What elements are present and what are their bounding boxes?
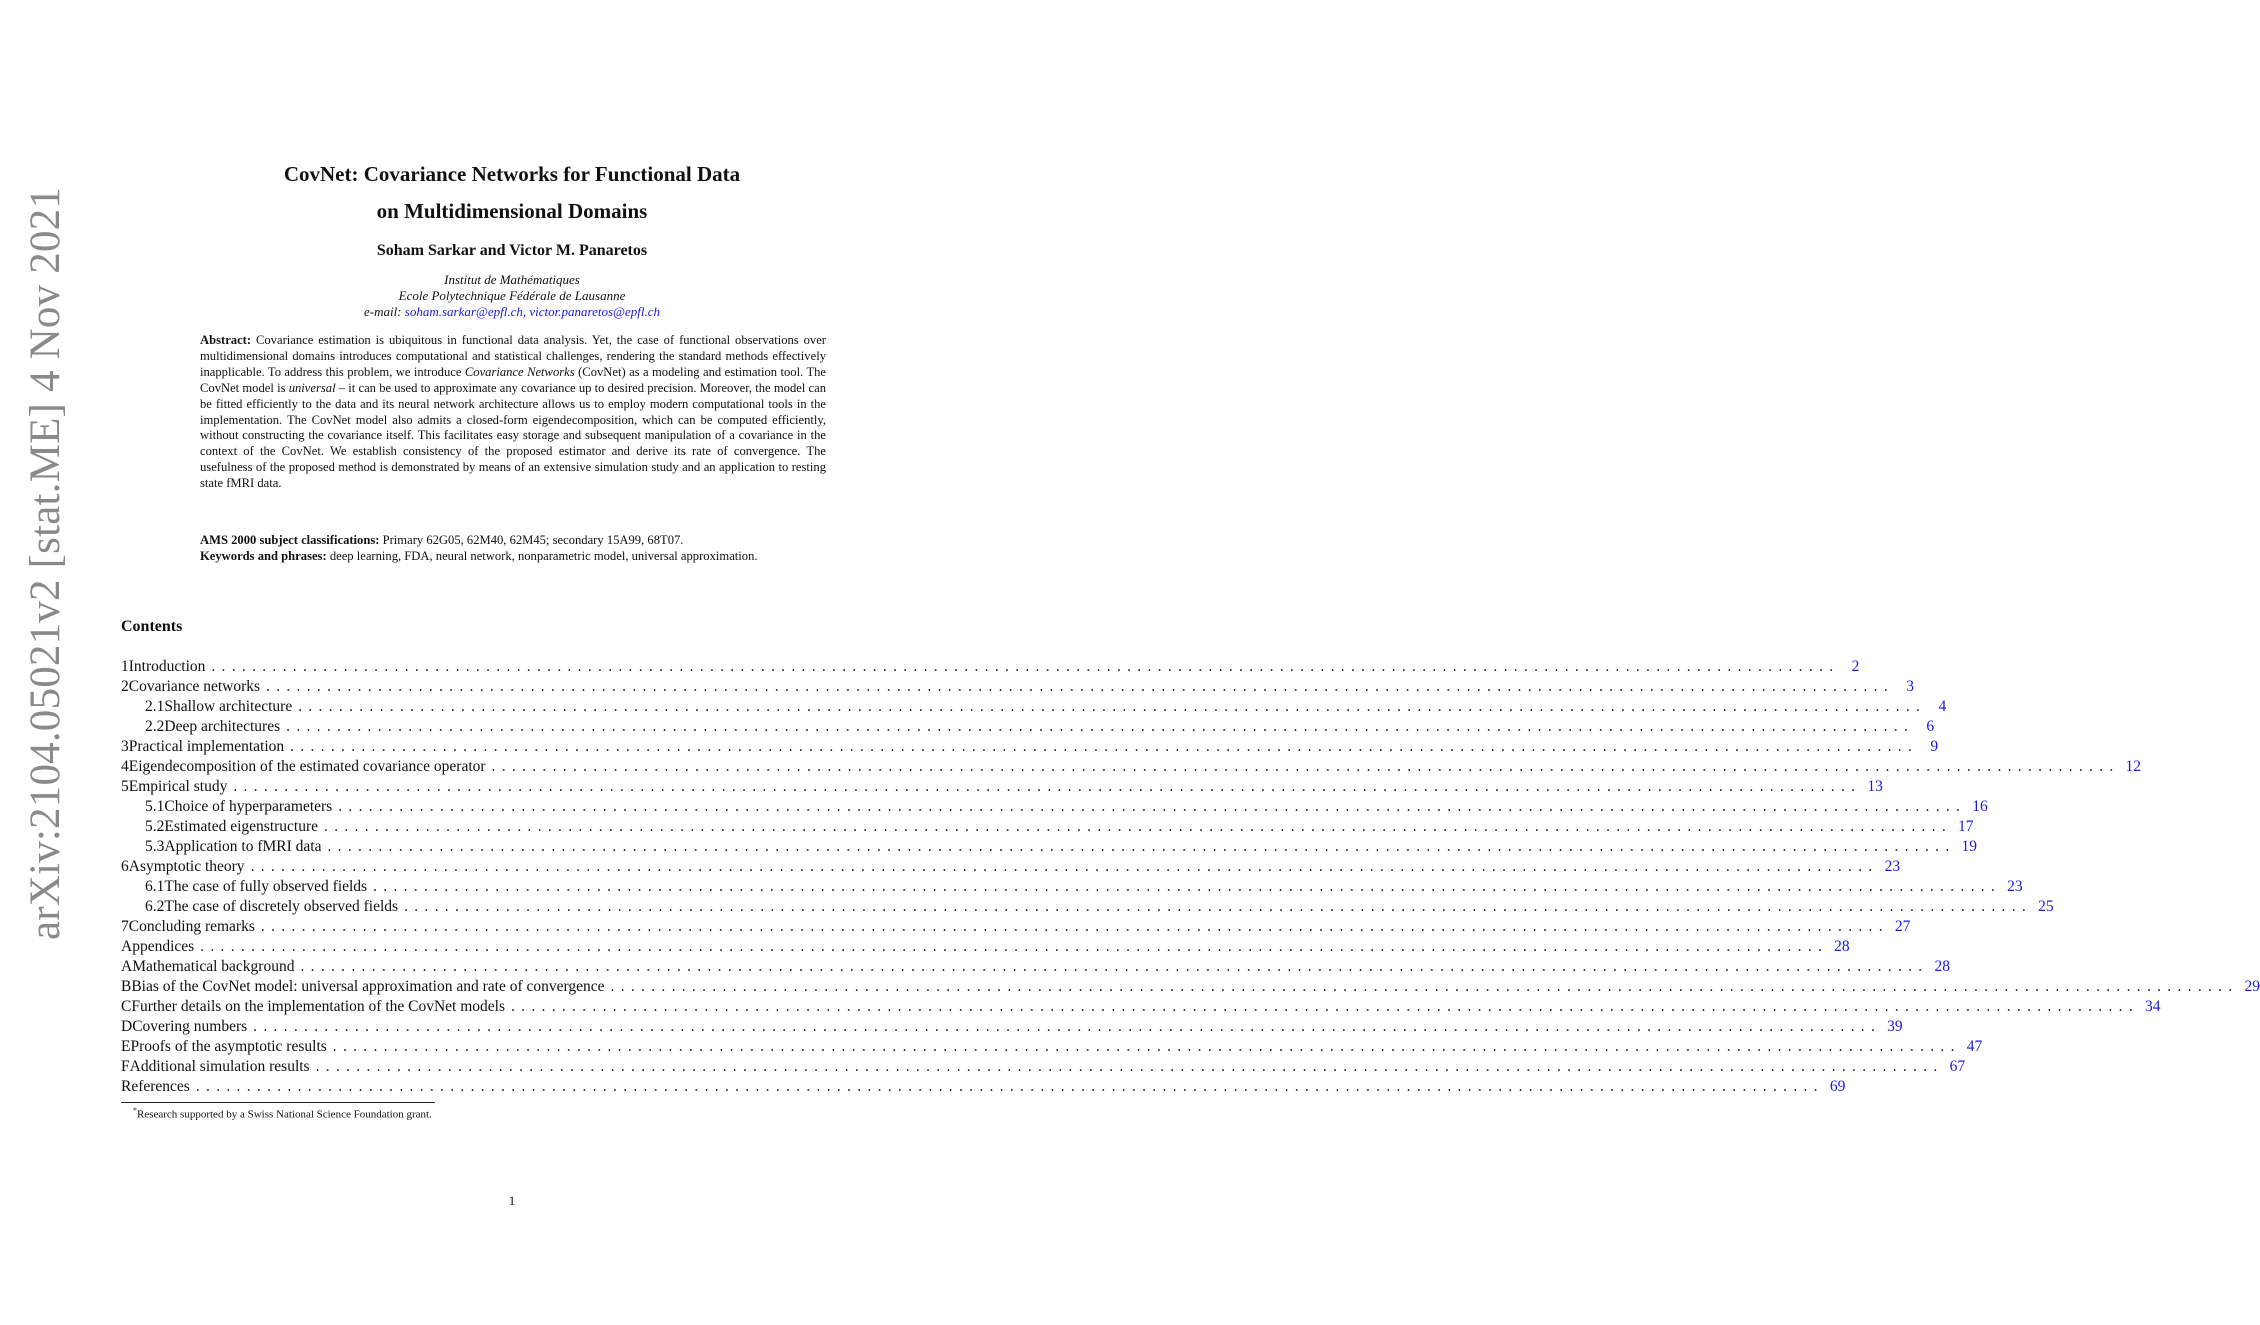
- toc-leader-dots: ................................................................................................................................................................: [610, 978, 2239, 995]
- toc-entry[interactable]: [121, 917, 1911, 937]
- toc-entry[interactable]: [121, 937, 1850, 957]
- toc-entry-title[interactable]: Covariance networks: [128, 678, 261, 695]
- toc-entry[interactable]: [121, 877, 2023, 897]
- toc-entry-page-link[interactable]: 13: [1867, 778, 1883, 795]
- toc-leader-dots: ................................................................................................................................................................: [511, 998, 2139, 1015]
- toc-entry-number: 6.2: [145, 898, 165, 915]
- toc-entry[interactable]: [121, 1057, 1966, 1077]
- ams-text: Primary 62G05, 62M40, 62M45; secondary 15A99, 68T07.: [382, 533, 684, 547]
- toc-entry-page-link[interactable]: 23: [2007, 878, 2023, 895]
- email-link-panaretos[interactable]: victor.panaretos@epfl.ch: [529, 304, 661, 319]
- email-link-sarkar[interactable]: soham.sarkar@epfl.ch,: [404, 304, 527, 319]
- toc-entry-page-link[interactable]: 6: [1926, 718, 1935, 735]
- toc-entry-number: F: [121, 1058, 130, 1075]
- toc-entry-title[interactable]: Application to fMRI data: [164, 838, 322, 855]
- toc-entry-title[interactable]: Introduction: [128, 658, 206, 675]
- toc-entry-page-link[interactable]: 2: [1851, 658, 1860, 675]
- toc-entry-number: 2.2: [145, 718, 165, 735]
- toc-entry-number: A: [121, 958, 133, 975]
- toc-entry-page-link[interactable]: 19: [1961, 838, 1977, 855]
- toc-leader-dots: ................................................................................................................................................................: [491, 758, 2120, 775]
- abstract-label: Abstract:: [200, 333, 252, 347]
- toc-entry-number: 7: [121, 918, 129, 935]
- toc-entry-title[interactable]: Shallow architecture: [164, 698, 293, 715]
- paper-title-line-1: CovNet: Covariance Networks for Functional Data: [283, 162, 741, 186]
- arxiv-stamp: arXiv:2104.05021v2 [stat.ME] 4 Nov 2021: [22, 186, 69, 940]
- toc-entry-page-link[interactable]: 34: [2145, 998, 2161, 1015]
- toc-leader-dots: ................................................................................................................................................................: [200, 938, 1829, 955]
- toc-leader-dots: ................................................................................................................................................................: [290, 738, 1919, 755]
- toc-entry-page-link[interactable]: 23: [1884, 858, 1901, 875]
- toc-entry-number: 5.3: [145, 838, 165, 855]
- toc-entry-page-link[interactable]: 12: [2125, 758, 2142, 775]
- toc-leader-dots: ................................................................................................................................................................: [195, 1078, 1824, 1095]
- toc-entry-title[interactable]: Appendices: [121, 938, 195, 955]
- toc-entry-title[interactable]: Concluding remarks: [128, 918, 255, 935]
- keywords: [200, 548, 826, 564]
- toc-entry[interactable]: [121, 677, 1915, 697]
- toc-entry-number: 5: [121, 778, 129, 795]
- toc-entry-title[interactable]: Covering numbers: [132, 1018, 248, 1035]
- abstract-text-1: Covariance estimation is ubiquitous in functional data analysis. Yet, the case of functional observations over multidimensional domains introduces computational and statistical challenges, rendering the standard methods effectively inapplicable. To address this problem, we introduce: [200, 333, 826, 379]
- affiliation-emails: [0, 304, 1024, 320]
- toc-entry-title[interactable]: Estimated eigenstructure: [164, 818, 319, 835]
- keywords-text: deep learning, FDA, neural network, nonparametric model, universal approximation.: [329, 549, 758, 563]
- page-number: 1: [508, 1193, 516, 1208]
- toc-entry-number: B: [121, 978, 132, 995]
- keywords-label: Keywords and phrases:: [200, 549, 327, 563]
- paper-title-line-2: on Multidimensional Domains: [376, 199, 648, 223]
- toc-entry[interactable]: [121, 1017, 1903, 1037]
- toc-leader-dots: ................................................................................................................................................................: [233, 778, 1862, 795]
- toc-entry[interactable]: [121, 797, 1988, 817]
- toc-entry-title[interactable]: References: [121, 1078, 190, 1095]
- toc-entry-title[interactable]: The case of fully observed fields: [164, 878, 368, 895]
- toc-entry-number: C: [121, 998, 132, 1015]
- toc-entry-number: 2: [121, 678, 129, 695]
- toc-entry[interactable]: [121, 897, 2054, 917]
- toc-leader-dots: ................................................................................................................................................................: [373, 878, 2002, 895]
- toc-leader-dots: ................................................................................................................................................................: [327, 838, 1956, 855]
- toc-entry-page-link[interactable]: 16: [1972, 798, 1988, 815]
- footnote: [133, 1106, 432, 1121]
- footnote-mark: *: [133, 1106, 137, 1115]
- toc-entry-title[interactable]: Empirical study: [128, 778, 228, 795]
- toc-entry-number: D: [121, 1018, 133, 1035]
- affiliation-school: Ecole Polytechnique Fédérale de Lausanne: [398, 288, 626, 303]
- toc-entry-title[interactable]: Practical implementation: [128, 738, 285, 755]
- toc-entry[interactable]: [121, 977, 2260, 997]
- toc-entry-title[interactable]: Proofs of the asymptotic results: [130, 1038, 327, 1055]
- toc-entry[interactable]: [121, 1077, 1846, 1097]
- ams-classifications: [200, 532, 826, 548]
- toc-entry-page-link[interactable]: 67: [1949, 1058, 1966, 1075]
- toc-entry[interactable]: [121, 997, 2161, 1017]
- toc-leader-dots: ................................................................................................................................................................: [404, 898, 2033, 915]
- toc-entry-number: 5.1: [145, 798, 165, 815]
- toc-leader-dots: ................................................................................................................................................................: [300, 958, 1929, 975]
- toc-entry[interactable]: [121, 857, 1901, 877]
- toc-entry[interactable]: [121, 717, 1935, 737]
- toc-entry-page-link[interactable]: 28: [1934, 958, 1950, 975]
- toc-entry-number: 6.1: [145, 878, 165, 895]
- authors: Soham Sarkar and Victor M. Panaretos: [376, 242, 648, 259]
- toc-leader-dots: ................................................................................................................................................................: [338, 798, 1967, 815]
- toc-entry-title[interactable]: Choice of hyperparameters: [164, 798, 333, 815]
- toc-entry-page-link[interactable]: 9: [1930, 738, 1939, 755]
- toc-entry-number: 1: [121, 658, 129, 675]
- toc-entry-title[interactable]: The case of discretely observed fields: [164, 898, 399, 915]
- toc-entry-title[interactable]: Mathematical background: [132, 958, 295, 975]
- abstract: [200, 333, 826, 492]
- abstract-emphasis-covariance-networks: Covariance Networks: [464, 364, 575, 379]
- ams-label: AMS 2000 subject classifications:: [200, 533, 380, 547]
- toc-leader-dots: ................................................................................................................................................................: [211, 658, 1840, 675]
- toc-entry-page-link[interactable]: 69: [1829, 1078, 1846, 1095]
- toc-leader-dots: ................................................................................................................................................................: [250, 858, 1879, 875]
- toc-entry[interactable]: [121, 697, 1947, 717]
- toc-entry-page-link[interactable]: 27: [1894, 918, 1911, 935]
- contents-heading: Contents: [121, 618, 183, 635]
- toc-entry[interactable]: [121, 777, 1883, 797]
- toc-entry-page-link[interactable]: 25: [2038, 898, 2054, 915]
- toc-entry-number: 2.1: [145, 698, 165, 715]
- toc-entry-page-link[interactable]: 47: [1966, 1038, 1983, 1055]
- toc-entry[interactable]: [121, 817, 1974, 837]
- toc-entry-title[interactable]: Eigendecomposition of the estimated covariance operator: [128, 758, 486, 775]
- toc-entry[interactable]: [121, 657, 1860, 677]
- abstract-text-3: – it can be used to approximate any covariance up to desired precision. Moreover, the model can be fitted efficiently to the data and its neural network architecture allows us to employ modern computational tools in the implementation. The CovNet model also admits a closed-form eigendecomposition, which can be computed efficiently, without constructing the covariance itself. This facilitates easy storage and subsequent manipulation of a covariance in the context of the CovNet. We establish consistency of the proposed estimator and derive its rate of convergence. The usefulness of the proposed method is demonstrated by means of an extensive simulation study and an application to resting state fMRI data.: [200, 380, 827, 491]
- toc-entry[interactable]: [121, 957, 1950, 977]
- toc-entry-page-link[interactable]: 39: [1887, 1018, 1903, 1035]
- toc-entry-page-link[interactable]: 29: [2244, 978, 2260, 995]
- email-label: e-mail:: [363, 304, 402, 319]
- toc-leader-dots: ................................................................................................................................................................: [315, 1058, 1944, 1075]
- toc-leader-dots: ................................................................................................................................................................: [260, 918, 1889, 935]
- table-of-contents: [121, 657, 2260, 1097]
- toc-entry-number: 5.2: [145, 818, 165, 835]
- toc-entry-title[interactable]: Deep architectures: [164, 718, 281, 735]
- toc-entry-number: E: [121, 1038, 131, 1055]
- abstract-emphasis-universal: universal: [288, 380, 336, 395]
- toc-leader-dots: ................................................................................................................................................................: [253, 1018, 1882, 1035]
- toc-entry-page-link[interactable]: 28: [1834, 938, 1850, 955]
- toc-entry-title[interactable]: Bias of the CovNet model: universal approximation and rate of convergence: [131, 978, 605, 995]
- affiliation-institute: Institut de Mathématiques: [444, 272, 580, 287]
- toc-entry-page-link[interactable]: 17: [1958, 818, 1974, 835]
- toc-entry[interactable]: [121, 757, 2142, 777]
- toc-entry-title[interactable]: Asymptotic theory: [128, 858, 245, 875]
- footnote-rule: [121, 1102, 435, 1103]
- toc-entry-number: 6: [121, 858, 129, 875]
- toc-leader-dots: ................................................................................................................................................................: [286, 718, 1915, 735]
- toc-entry-number: 3: [121, 738, 129, 755]
- toc-leader-dots: ................................................................................................................................................................: [332, 1038, 1961, 1055]
- toc-leader-dots: ................................................................................................................................................................: [298, 698, 1927, 715]
- toc-entry-title[interactable]: Additional simulation results: [129, 1058, 310, 1075]
- toc-entry[interactable]: [121, 1037, 1983, 1057]
- toc-entry[interactable]: [121, 737, 1939, 757]
- toc-entry-page-link[interactable]: 4: [1938, 698, 1947, 715]
- toc-entry-title[interactable]: Further details on the implementation of the CovNet models: [131, 998, 505, 1015]
- toc-entry-page-link[interactable]: 3: [1906, 678, 1915, 695]
- toc-leader-dots: ................................................................................................................................................................: [324, 818, 1953, 835]
- toc-entry[interactable]: [121, 837, 1977, 857]
- toc-leader-dots: ................................................................................................................................................................: [266, 678, 1895, 695]
- footnote-text: Research supported by a Swiss National Science Foundation grant.: [137, 1108, 432, 1121]
- toc-entry-number: 4: [121, 758, 129, 775]
- abstract-text-2: (CovNet) as a modeling and estimation tool. The CovNet model is: [200, 364, 827, 395]
